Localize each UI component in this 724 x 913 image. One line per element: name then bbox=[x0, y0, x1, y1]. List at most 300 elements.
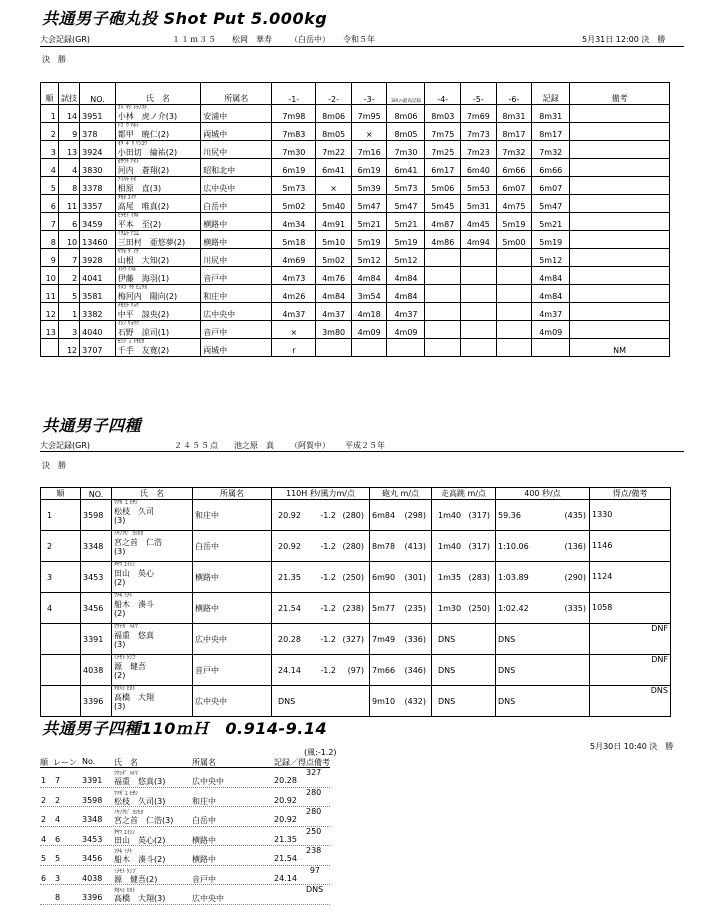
attempt-cell: 5m45 bbox=[425, 195, 461, 213]
team-cell: 音戸中 bbox=[192, 874, 216, 884]
shot-cell bbox=[370, 655, 432, 686]
rank-cell: 8 bbox=[41, 231, 59, 249]
attempt-cell: 5m19 bbox=[387, 231, 425, 249]
col-header: 氏 名 bbox=[114, 758, 138, 767]
bib-cell: 3456 bbox=[81, 593, 112, 624]
total-cell bbox=[590, 531, 671, 562]
col-header: 所属名 bbox=[193, 488, 272, 500]
name-kana: ｱｲﾊﾗ ﾅｵ bbox=[117, 177, 136, 183]
rank-cell: 11 bbox=[41, 285, 59, 303]
rank-cell: 1 bbox=[41, 500, 81, 531]
hurdles-cell bbox=[272, 624, 370, 655]
hurdles-cell bbox=[272, 593, 370, 624]
run400-time: DNS bbox=[498, 665, 516, 675]
name-kana: ﾅｶﾋﾗ ﾘｮｳ bbox=[117, 303, 139, 309]
highjump-cell bbox=[432, 686, 496, 717]
trial-cell: 11 bbox=[58, 195, 79, 213]
bib-cell: 3928 bbox=[80, 249, 116, 267]
attempt-cell bbox=[461, 303, 497, 321]
team-cell: 両城中 bbox=[201, 123, 272, 141]
attempt-cell: 4m37 bbox=[316, 303, 352, 321]
rank-cell bbox=[41, 624, 81, 655]
team-cell: 横路中 bbox=[201, 231, 272, 249]
athlete-name: 源 健吾(2) bbox=[114, 874, 158, 884]
total-note bbox=[592, 593, 668, 603]
trial-cell: 2 bbox=[58, 267, 79, 285]
total-cell bbox=[590, 686, 671, 717]
col-header: NO. bbox=[80, 83, 116, 105]
attempt-cell: 8m31 bbox=[496, 105, 532, 123]
rank-cell: 2 bbox=[41, 795, 47, 805]
team-cell: 広中央中 bbox=[193, 624, 272, 655]
athlete-name: 伊藤 海羽(1) bbox=[117, 274, 170, 283]
team-cell: 音戸中 bbox=[193, 655, 272, 686]
highjump-points: (250) bbox=[468, 603, 490, 613]
hurdles-points: (280) bbox=[342, 510, 364, 520]
attempt-cell bbox=[425, 321, 461, 339]
note-cell bbox=[570, 249, 670, 267]
fourevent-round: 決 勝 bbox=[42, 461, 66, 470]
rank-cell bbox=[41, 655, 81, 686]
bib-cell: 3598 bbox=[82, 795, 103, 805]
hurdles-cell bbox=[272, 500, 370, 531]
bib-cell: 3348 bbox=[81, 531, 112, 562]
time-cell: 20.92 bbox=[274, 815, 297, 824]
athlete-name: 高尾 唯真(2) bbox=[117, 202, 170, 211]
col-header: 氏 名 bbox=[112, 488, 193, 500]
col-header: 所属名 bbox=[201, 83, 272, 105]
table-row bbox=[41, 195, 670, 213]
total-cell bbox=[590, 624, 671, 655]
shot-points: (413) bbox=[404, 541, 426, 551]
attempt-cell: 8m06 bbox=[316, 105, 352, 123]
athlete-grade: (2) bbox=[114, 578, 126, 587]
attempt-cell: 5m02 bbox=[316, 249, 352, 267]
hurdles-time: 24.14 bbox=[278, 665, 301, 675]
table-header-row bbox=[41, 83, 670, 105]
total-note: DNF bbox=[651, 624, 668, 633]
table-row bbox=[41, 562, 671, 593]
attempt-cell: 5m21 bbox=[387, 213, 425, 231]
col-header: 順 bbox=[41, 488, 81, 500]
trial-cell: 1 bbox=[58, 303, 79, 321]
shot-mark: 9m10 bbox=[372, 696, 396, 706]
lane-cell: 6 bbox=[55, 834, 61, 844]
team-cell: 白岳中 bbox=[192, 816, 216, 825]
shotput-record-year: 令和５年 bbox=[343, 35, 375, 44]
highjump-mark: 1m30 bbox=[438, 603, 462, 613]
table-row bbox=[41, 231, 670, 249]
table-row bbox=[41, 655, 671, 686]
row-divider bbox=[40, 884, 330, 885]
col-header: レーン bbox=[53, 758, 77, 767]
fourevent-record-year: 平成２５年 bbox=[345, 441, 385, 450]
trial-cell: 4 bbox=[58, 159, 79, 177]
shot-points: (235) bbox=[404, 603, 426, 613]
table-row bbox=[41, 105, 670, 123]
shot-points: (336) bbox=[404, 634, 426, 644]
name-kana: ｶﾜｳﾁ ｱｵﾄ bbox=[117, 159, 139, 165]
bib-cell: 3382 bbox=[80, 303, 116, 321]
time-cell: 20.92 bbox=[274, 795, 297, 805]
athlete-cell bbox=[112, 624, 193, 655]
attempt-cell: 4m75 bbox=[496, 195, 532, 213]
rank-cell bbox=[41, 686, 81, 717]
team-cell: 川尻中 bbox=[201, 249, 272, 267]
fourevent-title: 共通男子四種 bbox=[42, 416, 142, 435]
name-kana: ﾔﾏﾈ ﾀﾞｲﾁ bbox=[117, 249, 139, 255]
athlete-name: 千手 友寛(2) bbox=[117, 346, 170, 355]
attempt-cell: 5m47 bbox=[387, 195, 425, 213]
hurdles-cell bbox=[272, 562, 370, 593]
team-cell: 広中央中 bbox=[192, 777, 224, 786]
rank-cell: 1 bbox=[41, 776, 47, 785]
attempt-cell bbox=[532, 339, 570, 357]
hurdles-time: 20.92 bbox=[278, 541, 301, 551]
attempt-cell: 5m31 bbox=[461, 195, 497, 213]
shot-points: (432) bbox=[404, 696, 426, 706]
team-cell: 和庄中 bbox=[192, 796, 216, 806]
athlete-grade: (3) bbox=[114, 516, 126, 525]
fourevent-record-value: ２４５５点 bbox=[174, 441, 219, 450]
shot-mark: 7m49 bbox=[372, 634, 396, 644]
attempt-cell: 5m12 bbox=[532, 249, 570, 267]
attempt-cell bbox=[496, 249, 532, 267]
athlete-name: 山根 大知(2) bbox=[117, 256, 170, 265]
attempt-cell bbox=[425, 249, 461, 267]
athlete-cell bbox=[115, 249, 200, 267]
athlete-grade: (3) bbox=[114, 547, 126, 556]
note-cell bbox=[570, 141, 670, 159]
attempt-cell: 7m75 bbox=[425, 123, 461, 141]
run400-cell bbox=[496, 531, 590, 562]
attempt-cell bbox=[461, 321, 497, 339]
divider bbox=[40, 767, 330, 768]
athlete-name: 小田切 綸祐(2) bbox=[117, 148, 178, 157]
points-cell: 238 bbox=[306, 846, 322, 855]
attempt-cell: 4m69 bbox=[272, 249, 316, 267]
lane-cell: 8 bbox=[55, 893, 61, 902]
highjump-mark: 1m40 bbox=[438, 541, 462, 551]
hurdles-time: 20.92 bbox=[278, 510, 301, 520]
athlete-cell bbox=[115, 321, 200, 339]
points-cell: 97 bbox=[309, 865, 320, 875]
table-row bbox=[41, 249, 670, 267]
team-cell: 和庄中 bbox=[193, 500, 272, 531]
bib-cell: 3453 bbox=[82, 834, 103, 844]
athlete-cell bbox=[112, 562, 193, 593]
attempt-cell: 6m17 bbox=[425, 159, 461, 177]
shot-points: (298) bbox=[404, 510, 426, 520]
shotput-record-value: １１ｍ３５ bbox=[172, 35, 217, 44]
name-kana: ﾏﾂｶﾞｴ ﾋｻｼ bbox=[114, 500, 138, 506]
attempt-cell: 3m54 bbox=[351, 285, 387, 303]
name-kana: ﾐﾔﾉｸﾋﾞ ﾖｼﾋﾛ bbox=[114, 531, 144, 537]
attempt-cell: 5m21 bbox=[351, 213, 387, 231]
note-cell: NM bbox=[570, 339, 670, 357]
rank-cell: 2 bbox=[41, 123, 59, 141]
hurdles-points: (250) bbox=[342, 572, 364, 582]
shot-points: (346) bbox=[404, 665, 426, 675]
athlete-cell bbox=[115, 141, 200, 159]
bib-cell: 3453 bbox=[81, 562, 112, 593]
athlete-name: 相原 直(3) bbox=[117, 184, 162, 193]
hurdles-time: 21.54 bbox=[278, 603, 301, 613]
trial-cell: 13 bbox=[58, 141, 79, 159]
shot-mark: 6m90 bbox=[372, 572, 396, 582]
run400-time: 1:02.42 bbox=[498, 603, 529, 613]
bib-cell: 3391 bbox=[81, 624, 112, 655]
bib-cell: 3830 bbox=[80, 159, 116, 177]
rank-cell: 3 bbox=[41, 562, 81, 593]
lane-cell: 3 bbox=[55, 873, 61, 883]
attempt-cell: 4m84 bbox=[351, 267, 387, 285]
athlete-name: 田山 英心 bbox=[114, 569, 154, 578]
hurdles-cell bbox=[272, 531, 370, 562]
col-header: 順 bbox=[41, 83, 59, 105]
col-header: 記録 bbox=[532, 83, 570, 105]
athlete-grade: (2) bbox=[114, 671, 126, 680]
shot-cell bbox=[370, 686, 432, 717]
trial-cell: 14 bbox=[58, 105, 79, 123]
total-points: 1124 bbox=[592, 572, 613, 581]
attempt-cell: 8m06 bbox=[387, 105, 425, 123]
athlete-name: 宮之首 仁浩 bbox=[114, 538, 162, 547]
table-row bbox=[41, 531, 671, 562]
attempt-cell: 8m17 bbox=[532, 123, 570, 141]
lane-cell: 5 bbox=[55, 854, 61, 863]
bib-cell: 3598 bbox=[81, 500, 112, 531]
shotput-record-team: （白岳中） bbox=[290, 35, 330, 44]
rank-cell: 5 bbox=[41, 177, 59, 195]
highjump-mark: 1m35 bbox=[438, 572, 462, 582]
attempt-cell: 6m41 bbox=[316, 159, 352, 177]
row-divider bbox=[40, 904, 330, 905]
attempt-cell: 4m84 bbox=[387, 285, 425, 303]
col-header: -4- bbox=[425, 83, 461, 105]
athlete-name: 船木 湊斗 bbox=[114, 600, 154, 609]
attempt-cell: 8m17 bbox=[496, 123, 532, 141]
run400-points: (435) bbox=[564, 510, 586, 520]
note-cell bbox=[570, 285, 670, 303]
attempt-cell bbox=[496, 339, 532, 357]
bib-cell: 3924 bbox=[80, 141, 116, 159]
attempt-cell: 6m07 bbox=[532, 177, 570, 195]
run400-cell bbox=[496, 562, 590, 593]
highjump-points: (317) bbox=[468, 510, 490, 520]
total-note: DNS bbox=[650, 686, 668, 695]
rank-cell: 2 bbox=[41, 815, 47, 824]
team-cell: 横路中 bbox=[201, 213, 272, 231]
table-row bbox=[41, 123, 670, 141]
name-kana: ﾀﾔﾏ ｴｲｼﾝ bbox=[114, 829, 135, 836]
run400-time: 1:10.06 bbox=[498, 541, 529, 551]
points-cell: 250 bbox=[306, 826, 322, 836]
bib-cell: 3396 bbox=[81, 686, 112, 717]
total-cell bbox=[590, 562, 671, 593]
attempt-cell: 4m18 bbox=[351, 303, 387, 321]
athlete-name: 船木 湊斗(2) bbox=[114, 855, 166, 864]
total-cell bbox=[590, 655, 671, 686]
time-cell: 21.35 bbox=[274, 834, 297, 844]
attempt-cell: 7m73 bbox=[461, 123, 497, 141]
attempt-cell: 6m40 bbox=[461, 159, 497, 177]
attempt-cell: 8m05 bbox=[316, 123, 352, 141]
attempt-cell bbox=[461, 267, 497, 285]
rank-cell: 6 bbox=[41, 195, 59, 213]
fourevent-results-table bbox=[40, 487, 671, 717]
total-points: 1058 bbox=[592, 603, 613, 612]
attempt-cell: 5m12 bbox=[351, 249, 387, 267]
run400-time: 1:03.89 bbox=[498, 572, 529, 582]
total-note bbox=[592, 562, 668, 572]
hurdles-wind: -1.2 bbox=[320, 634, 336, 644]
run400-time: DNS bbox=[498, 696, 516, 706]
fourevent-record-team: （阿賀中） bbox=[290, 441, 330, 450]
team-cell: 白岳中 bbox=[201, 195, 272, 213]
attempt-cell bbox=[496, 321, 532, 339]
hurdles-time: DNS bbox=[278, 696, 296, 706]
bib-cell: 3357 bbox=[80, 195, 116, 213]
shotput-record-holder: 松岡 華寿 bbox=[232, 35, 272, 44]
athlete-cell bbox=[115, 177, 200, 195]
attempt-cell: 4m84 bbox=[532, 285, 570, 303]
name-kana: ｳﾒｺﾞｳﾁ ﾋｭｳｶﾞ bbox=[117, 285, 150, 291]
rank-cell: 13 bbox=[41, 321, 59, 339]
col-header: 得点/備考 bbox=[590, 488, 671, 500]
team-cell: 川尻中 bbox=[201, 141, 272, 159]
attempt-cell: 5m47 bbox=[532, 195, 570, 213]
attempt-cell: 6m19 bbox=[351, 159, 387, 177]
time-cell: 20.28 bbox=[274, 776, 297, 785]
name-kana: ﾌｸｼｹﾞ ﾊﾙﾏ bbox=[114, 771, 138, 777]
attempt-cell: 3m80 bbox=[316, 321, 352, 339]
attempt-cell: 4m94 bbox=[461, 231, 497, 249]
row-divider bbox=[40, 826, 330, 827]
attempt-cell: 7m95 bbox=[351, 105, 387, 123]
rank-cell: 9 bbox=[41, 249, 59, 267]
hurdles-points: (280) bbox=[342, 541, 364, 551]
bib-cell: 3396 bbox=[82, 893, 103, 902]
athlete-name: 松枝 久司(3) bbox=[114, 796, 166, 806]
shot-mark: 8m78 bbox=[372, 541, 396, 551]
highjump-mark: DNS bbox=[438, 696, 456, 706]
athlete-cell bbox=[115, 123, 200, 141]
bib-cell: 3348 bbox=[82, 815, 103, 824]
col-header: 110H 秒/風力m/点 bbox=[272, 488, 370, 500]
hurdles-cell bbox=[272, 655, 370, 686]
hurdles-wind: -1.2 bbox=[320, 603, 336, 613]
highjump-mark: DNS bbox=[438, 634, 456, 644]
table-header-row bbox=[41, 488, 671, 500]
shot-cell bbox=[370, 593, 432, 624]
col-header: 試技 bbox=[58, 83, 79, 105]
attempt-cell: 4m34 bbox=[272, 213, 316, 231]
rank-cell: 5 bbox=[41, 854, 47, 863]
name-kana: ﾐﾅﾓﾄ ｹﾝｺﾞ bbox=[114, 655, 138, 661]
lane-cell: 7 bbox=[55, 776, 61, 785]
attempt-cell bbox=[425, 339, 461, 357]
run400-time: 59.36 bbox=[498, 510, 521, 520]
col-header: 記録／得点備考 bbox=[274, 758, 330, 767]
attempt-cell: 5m18 bbox=[272, 231, 316, 249]
attempt-cell: 6m41 bbox=[387, 159, 425, 177]
attempt-cell: 4m86 bbox=[425, 231, 461, 249]
rank-cell: 6 bbox=[41, 873, 47, 883]
athlete-name: 梅河内 陽向(2) bbox=[117, 292, 178, 301]
highjump-points: (317) bbox=[468, 541, 490, 551]
attempt-cell: 4m45 bbox=[461, 213, 497, 231]
attempt-cell: 4m84 bbox=[387, 267, 425, 285]
rank-cell: 4 bbox=[41, 593, 81, 624]
bib-cell: 3951 bbox=[80, 105, 116, 123]
attempt-cell: 8m03 bbox=[425, 105, 461, 123]
attempt-cell bbox=[496, 303, 532, 321]
athlete-cell bbox=[115, 105, 200, 123]
attempt-cell: 4m09 bbox=[351, 321, 387, 339]
run400-cell bbox=[496, 655, 590, 686]
highjump-cell bbox=[432, 593, 496, 624]
shotput-results-table bbox=[40, 82, 670, 357]
athlete-name: 平本 至(2) bbox=[117, 220, 162, 229]
col-header: 氏 名 bbox=[115, 83, 200, 105]
hurdles-cell bbox=[272, 686, 370, 717]
attempt-cell: 4m87 bbox=[425, 213, 461, 231]
team-cell: 横路中 bbox=[193, 562, 272, 593]
total-note bbox=[592, 531, 668, 541]
col-header: NO. bbox=[81, 488, 112, 500]
team-cell: 白岳中 bbox=[193, 531, 272, 562]
col-header: No. bbox=[82, 757, 96, 766]
name-kana: ﾋﾗﾓﾄ ｲﾀﾙ bbox=[117, 213, 139, 219]
attempt-cell bbox=[425, 285, 461, 303]
attempt-cell: 5m40 bbox=[316, 195, 352, 213]
shot-points: (301) bbox=[404, 572, 426, 582]
attempt-cell bbox=[425, 267, 461, 285]
attempt-cell bbox=[425, 303, 461, 321]
athlete-cell bbox=[115, 303, 200, 321]
fourevent-record-holder: 池之原 真 bbox=[234, 441, 274, 450]
attempt-cell: 7m22 bbox=[316, 141, 352, 159]
points-cell: 280 bbox=[306, 787, 322, 797]
athlete-name: 松枝 久司 bbox=[114, 507, 154, 516]
highjump-mark: 1m40 bbox=[438, 510, 462, 520]
team-cell: 音戸中 bbox=[201, 267, 272, 285]
attempt-cell: 5m73 bbox=[272, 177, 316, 195]
run400-cell bbox=[496, 593, 590, 624]
athlete-name: 福重 悠真(3) bbox=[114, 777, 166, 786]
athlete-cell bbox=[115, 267, 200, 285]
shotput-round: 決 勝 bbox=[42, 55, 66, 64]
highjump-cell bbox=[432, 531, 496, 562]
name-kana: ﾌﾅｷ ﾐﾅﾄ bbox=[114, 849, 133, 855]
team-cell: 横路中 bbox=[193, 593, 272, 624]
attempt-cell: 4m76 bbox=[316, 267, 352, 285]
name-kana: ﾌﾅｷ ﾐﾅﾄ bbox=[114, 593, 133, 599]
table-row bbox=[41, 593, 671, 624]
total-cell bbox=[590, 500, 671, 531]
note-cell bbox=[570, 267, 670, 285]
name-kana: ﾐﾅﾓﾄ ｹﾝｺﾞ bbox=[114, 868, 138, 875]
attempt-cell: 8m05 bbox=[387, 123, 425, 141]
name-kana: ﾀｶｵ ﾕｲﾏ bbox=[117, 195, 136, 201]
hurdles-points: (97) bbox=[347, 665, 364, 675]
attempt-cell: 5m39 bbox=[351, 177, 387, 195]
col-header: 備考 bbox=[570, 83, 670, 105]
note-cell bbox=[570, 303, 670, 321]
highjump-cell bbox=[432, 562, 496, 593]
row-divider bbox=[40, 845, 330, 846]
